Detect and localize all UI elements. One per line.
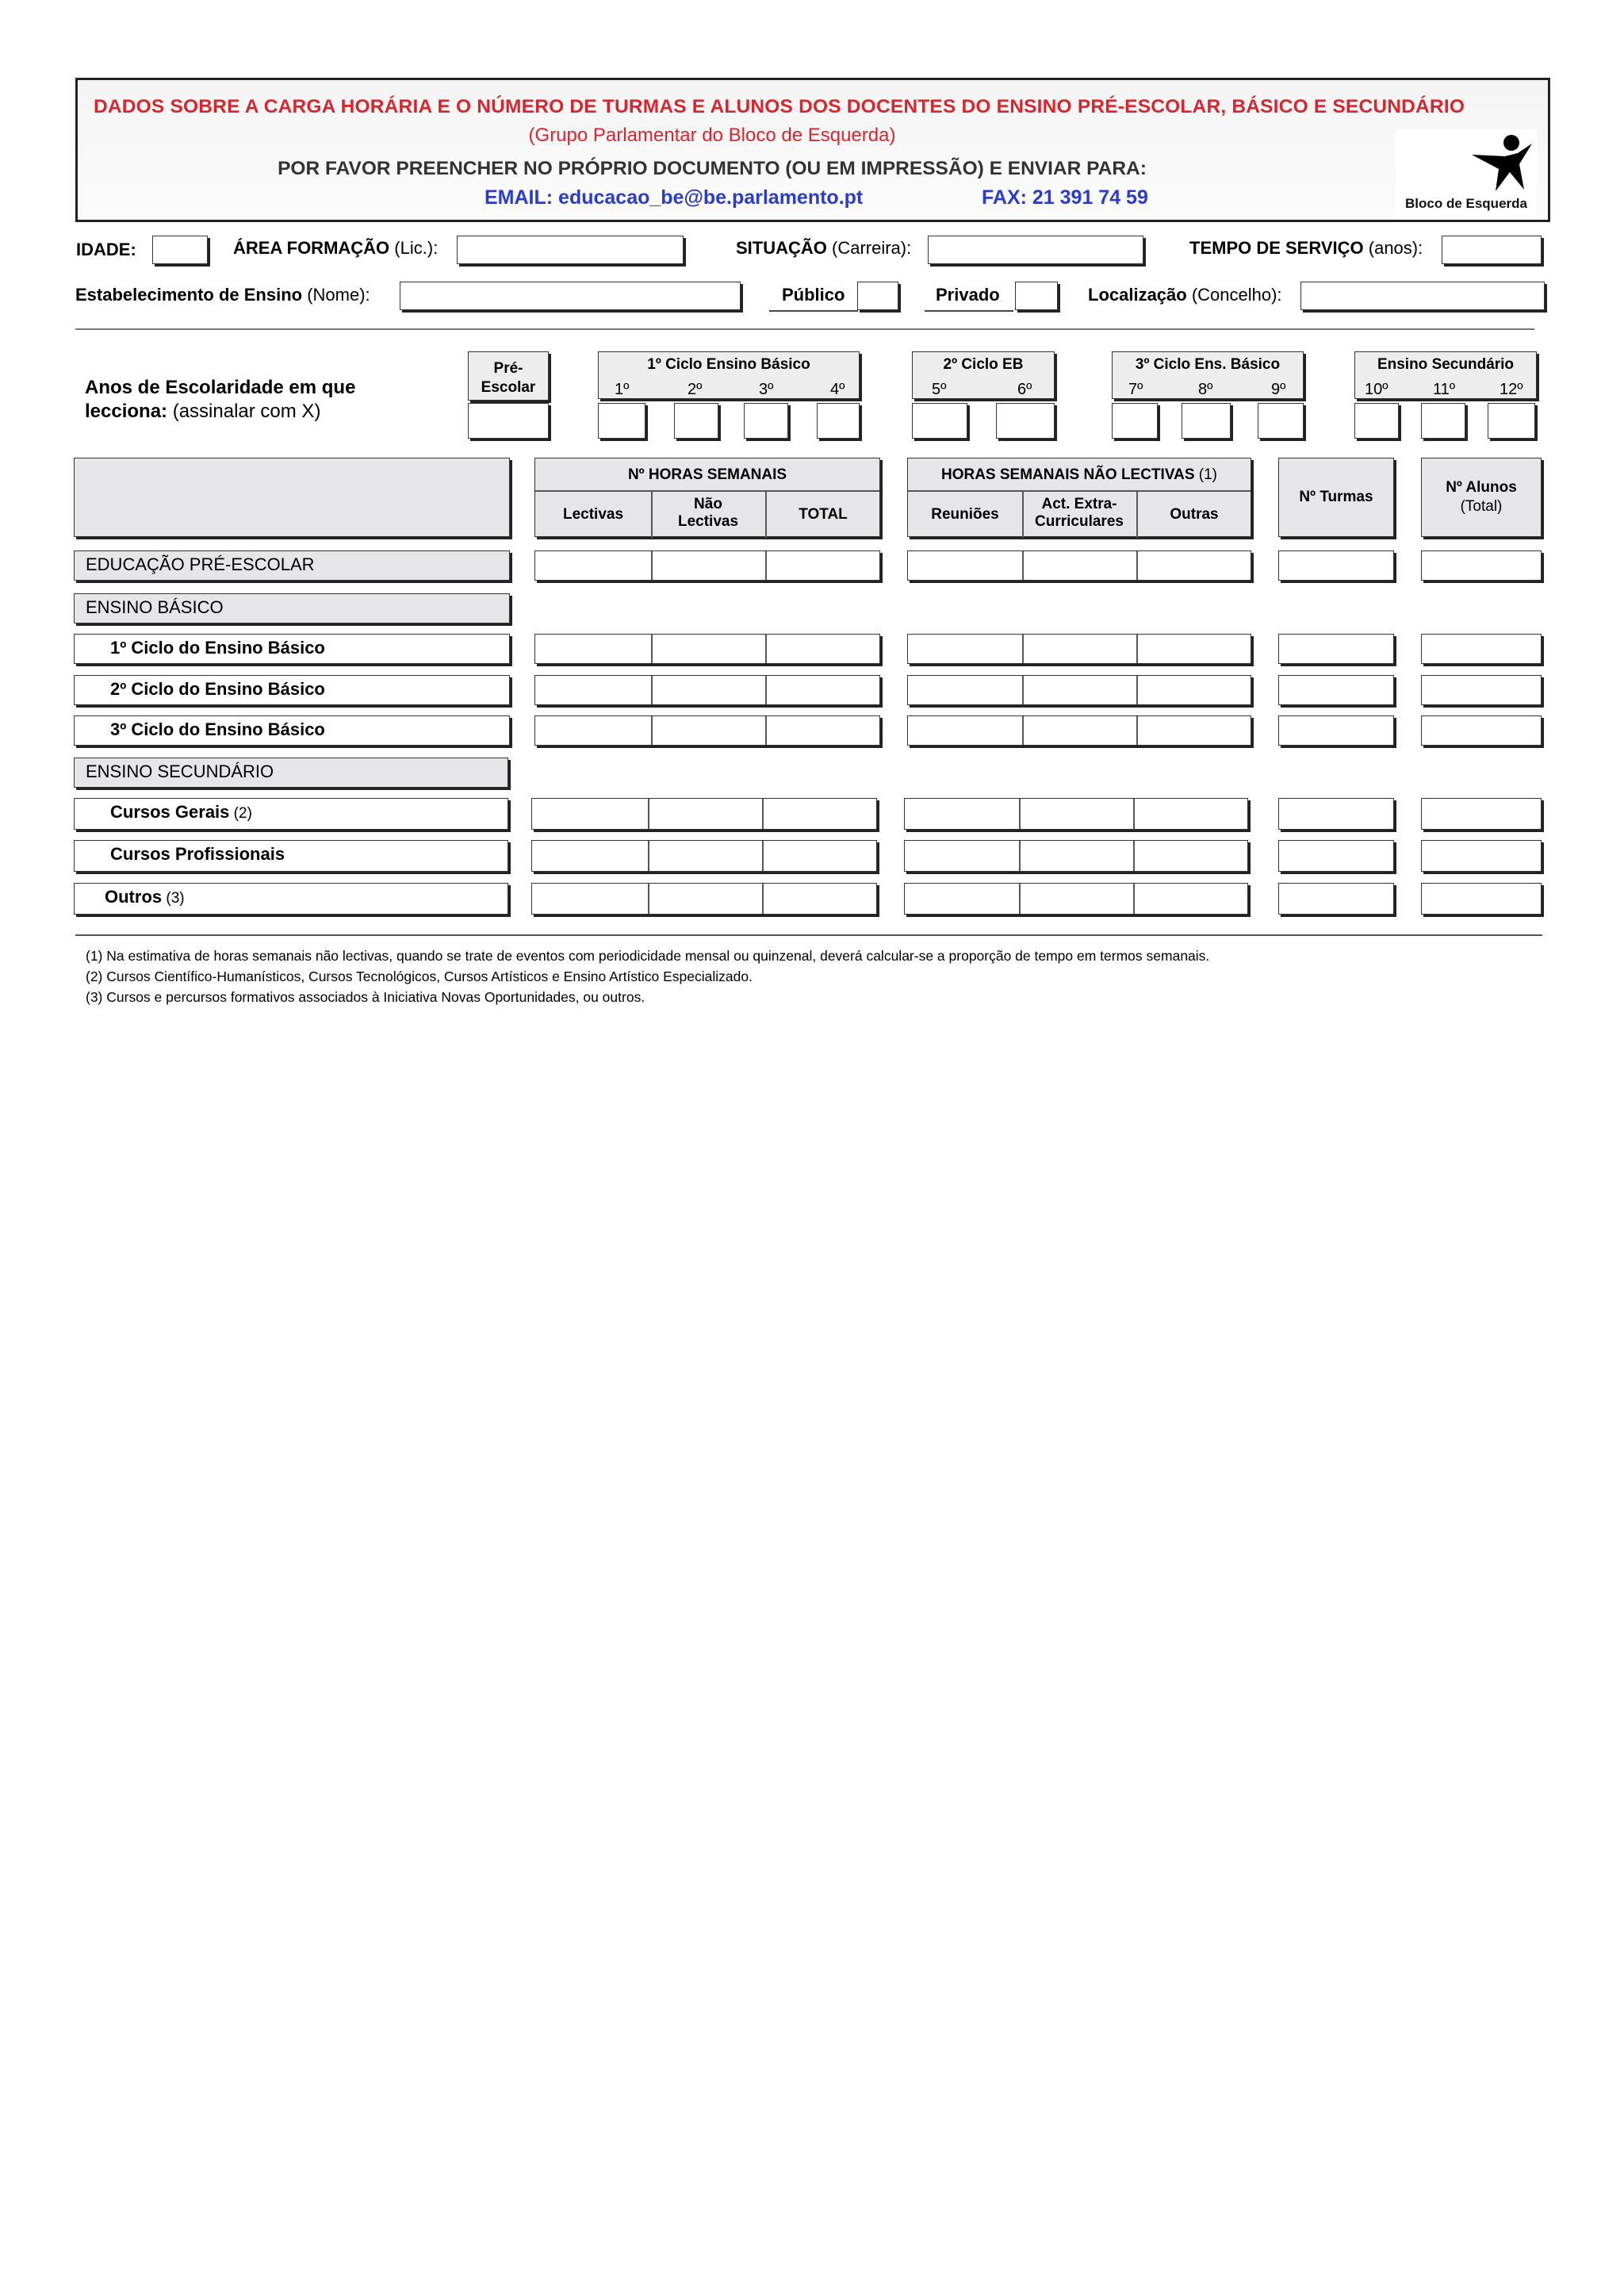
cell-divider [651, 676, 653, 704]
cell-divider [1019, 799, 1021, 829]
cell-divider [1022, 551, 1024, 580]
alunos-cell[interactable] [1421, 883, 1542, 915]
instructions: POR FAVOR PREENCHER NO PRÓPRIO DOCUMENTO (OU EM IMPRESSÃO) E ENVIAR PARA: [278, 158, 1147, 179]
year-6-label: 6º [1017, 381, 1032, 398]
alunos-cell[interactable] [1421, 550, 1542, 581]
col-turmas: Nº Turmas [1299, 489, 1373, 505]
header-divider [908, 490, 1251, 492]
publico-checkbox[interactable] [857, 282, 898, 310]
year-2-label: 2º [688, 381, 703, 398]
anos-label-2: lecciona: (assinalar com X) [85, 401, 321, 422]
area-formacao-input[interactable] [457, 236, 684, 264]
row-pre-escolar: EDUCAÇÃO PRÉ-ESCOLAR [74, 550, 510, 581]
cell-divider [762, 841, 764, 871]
cell-divider [765, 635, 767, 663]
horas-semanais-header [534, 458, 880, 537]
year-1-checkbox[interactable] [598, 403, 645, 439]
row-cursos-profissionais: Cursos Profissionais [74, 840, 508, 872]
privado-underline [925, 310, 1013, 312]
situacao-input[interactable] [928, 236, 1143, 264]
year-2-checkbox[interactable] [674, 403, 718, 439]
ciclo2-title: 2º Ciclo EB [943, 356, 1024, 373]
privado-checkbox[interactable] [1015, 282, 1058, 310]
horas-semanais-cells[interactable] [534, 715, 880, 746]
turmas-cell[interactable] [1278, 883, 1394, 915]
year-9-label: 9º [1271, 381, 1286, 398]
localizacao-label: Localização (Concelho): [1088, 285, 1282, 305]
row-ensino-basico: ENSINO BÁSICO [74, 593, 510, 623]
alunos-cell[interactable] [1421, 715, 1542, 746]
cell-divider [765, 676, 767, 704]
tempo-servico-input[interactable] [1442, 236, 1542, 264]
turmas-cell[interactable] [1278, 675, 1394, 705]
horas-nao-lectivas-cells[interactable] [904, 883, 1248, 915]
col-outras: Outras [1170, 506, 1219, 523]
cell-divider [1133, 841, 1135, 871]
star-figure-icon [1464, 132, 1543, 196]
estabelecimento-input[interactable] [400, 282, 741, 310]
cell-divider [648, 799, 649, 829]
turmas-cell[interactable] [1278, 840, 1394, 872]
year-1-label: 1º [615, 381, 630, 398]
idade-label: IDADE: [76, 240, 136, 259]
ciclo1-header [598, 351, 860, 399]
idade-input[interactable] [152, 236, 208, 264]
year-11-label: 11º [1433, 381, 1456, 398]
bloco-logo [1396, 129, 1537, 218]
publico-underline [769, 310, 858, 312]
horas-nao-lectivas-title: HORAS SEMANAIS NÃO LECTIVAS (1) [940, 466, 1217, 483]
year-11-checkbox[interactable] [1421, 403, 1465, 439]
localizacao-input[interactable] [1300, 282, 1545, 310]
year-5-checkbox[interactable] [912, 403, 967, 439]
horas-nao-lectivas-cells[interactable] [904, 798, 1248, 830]
year-5-label: 5º [932, 381, 947, 398]
alunos-cell[interactable] [1421, 675, 1542, 705]
cell-divider [648, 841, 649, 871]
pre-escolar-checkbox[interactable] [468, 403, 549, 439]
horas-nao-lectivas-header [907, 458, 1251, 537]
year-3-checkbox[interactable] [744, 403, 788, 439]
privado-label: Privado [936, 285, 1000, 305]
ciclo1-title: 1º Ciclo Ensino Básico [647, 356, 810, 373]
cell-divider [1019, 841, 1021, 871]
divider [75, 328, 1534, 330]
horas-nao-lectivas-cells[interactable] [907, 715, 1251, 746]
header-divider [535, 490, 879, 492]
email-contact[interactable]: EMAIL: educacao_be@be.parlamento.pt [485, 186, 864, 209]
horas-semanais-cells[interactable] [534, 634, 880, 664]
col-lectivas: Lectivas [562, 506, 624, 523]
cell-divider [1022, 635, 1024, 663]
row-1-ciclo: 1º Ciclo do Ensino Básico [74, 634, 510, 664]
ciclo3-header [1112, 351, 1304, 399]
estabelecimento-label: Estabelecimento de Ensino (Nome): [75, 285, 370, 305]
year-10-checkbox[interactable] [1354, 403, 1399, 439]
cell-divider [765, 551, 767, 580]
turmas-cell[interactable] [1278, 634, 1394, 664]
cell-divider [765, 716, 767, 745]
footnote-2: (2) Cursos Científico-Humanísticos, Cursos Tecnológicos, Cursos Artísticos e Ensino Artístico Especializado. [86, 969, 753, 984]
pre-escolar-title: Pré- [493, 360, 523, 377]
alunos-cell[interactable] [1421, 840, 1542, 872]
row-3-ciclo: 3º Ciclo do Ensino Básico [74, 715, 510, 746]
cell-divider [1136, 635, 1138, 663]
col-alunos: Nº Alunos [1446, 479, 1517, 496]
turmas-cell[interactable] [1278, 715, 1394, 746]
year-7-label: 7º [1128, 381, 1143, 398]
horas-semanais-cells[interactable] [531, 840, 877, 872]
year-7-checkbox[interactable] [1112, 403, 1158, 439]
horas-semanais-cells[interactable] [534, 550, 880, 581]
form-title: DADOS SOBRE A CARGA HORÁRIA E O NÚMERO DE TURMAS E ALUNOS DOS DOCENTES DO ENSINO PRÉ-ESCOLAR, BÁSICO E SECUNDÁRIO [94, 96, 1465, 117]
form-header [75, 78, 1550, 222]
year-12-label: 12º [1500, 381, 1523, 398]
year-8-label: 8º [1198, 381, 1213, 398]
row-cursos-gerais: Cursos Gerais (2) [74, 798, 508, 830]
form-subtitle: (Grupo Parlamentar do Bloco de Esquerda) [528, 125, 896, 146]
alunos-cell[interactable] [1421, 798, 1542, 830]
year-4-label: 4º [830, 381, 845, 398]
cell-divider [648, 884, 649, 914]
horas-semanais-cells[interactable] [534, 675, 880, 705]
row-2-ciclo: 2º Ciclo do Ensino Básico [74, 675, 510, 705]
publico-label: Público [782, 285, 845, 305]
cell-divider [762, 799, 764, 829]
col-act-extra: Act. Extra- Curriculares [1035, 496, 1124, 530]
year-6-checkbox[interactable] [996, 403, 1055, 439]
turmas-cell[interactable] [1278, 550, 1394, 581]
col-total: TOTAL [799, 506, 848, 523]
cell-divider [1136, 716, 1138, 745]
year-3-label: 3º [759, 381, 774, 398]
secundario-header [1354, 351, 1537, 399]
cell-divider [651, 716, 653, 745]
horas-semanais-title: Nº HORAS SEMANAIS [627, 466, 787, 483]
cell-divider [1022, 716, 1024, 745]
fax-contact: FAX: 21 391 74 59 [982, 186, 1148, 209]
pre-escolar-title-2: Escolar [481, 379, 536, 396]
cell-divider [651, 635, 653, 663]
footnote-divider [75, 934, 1542, 936]
turmas-cell[interactable] [1278, 798, 1394, 830]
col-reunioes: Reuniões [931, 506, 999, 523]
row-ensino-secundario: ENSINO SECUNDÁRIO [74, 758, 508, 788]
ciclo2-header [912, 351, 1055, 399]
cell-divider [1133, 884, 1135, 914]
cell-divider [1133, 799, 1135, 829]
horas-semanais-cells[interactable] [531, 883, 877, 915]
horas-semanais-cells[interactable] [531, 798, 877, 830]
horas-nao-lectivas-cells[interactable] [904, 840, 1248, 872]
year-4-checkbox[interactable] [817, 403, 860, 439]
col-alunos-total: (Total) [1460, 498, 1503, 515]
pre-escolar-header [468, 351, 549, 401]
year-12-checkbox[interactable] [1488, 403, 1535, 439]
cell-divider [1019, 884, 1021, 914]
turmas-header [1278, 458, 1394, 537]
alunos-cell[interactable] [1421, 634, 1542, 664]
area-formacao-label: ÁREA FORMAÇÃO (Lic.): [233, 238, 439, 258]
cell-divider [651, 551, 653, 580]
year-9-checkbox[interactable] [1258, 403, 1304, 439]
cell-divider [1022, 676, 1024, 704]
secundario-title: Ensino Secundário [1377, 356, 1515, 373]
table-corner [74, 458, 510, 537]
col-nao-lectivas: Não Lectivas [677, 496, 739, 530]
tempo-servico-label: TEMPO DE SERVIÇO (anos): [1189, 238, 1423, 258]
footnote-3: (3) Cursos e percursos formativos associados à Iniciativa Novas Oportunidades, ou outros. [86, 989, 645, 1005]
footnote-1: (1) Na estimativa de horas semanais não lectivas, quando se trate de eventos com periodicidade mensal ou quinzenal, deverá calcular-se a proporção de tempo em termos semanais. [86, 948, 1210, 964]
cell-divider [1136, 676, 1138, 704]
cell-divider [1136, 551, 1138, 580]
anos-label: Anos de Escolaridade em que [85, 377, 356, 398]
horas-nao-lectivas-cells[interactable] [907, 550, 1251, 581]
year-10-label: 10º [1365, 381, 1388, 398]
alunos-header [1421, 458, 1542, 537]
logo-text: Bloco de Esquerda [1405, 196, 1527, 211]
year-8-checkbox[interactable] [1182, 403, 1231, 439]
row-outros: Outros (3) [74, 883, 508, 915]
cell-divider [762, 884, 764, 914]
horas-nao-lectivas-cells[interactable] [907, 675, 1251, 705]
ciclo3-title: 3º Ciclo Ens. Básico [1135, 356, 1281, 373]
horas-nao-lectivas-cells[interactable] [907, 634, 1251, 664]
situacao-label: SITUAÇÃO (Carreira): [736, 238, 912, 258]
